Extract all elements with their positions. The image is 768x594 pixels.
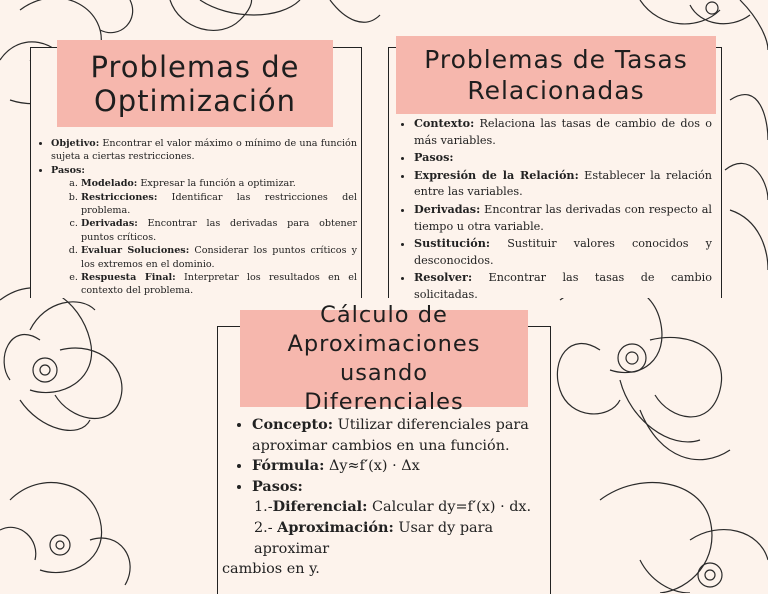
flower-bottom-right-corner (600, 483, 768, 593)
optimization-step: b. Restricciones: Identificar las restricciones del problema. (81, 191, 357, 218)
differentials-concept: • Concepto: Utilizar diferenciales para aproximar cambios en una función. (252, 415, 544, 456)
related-rates-content (400, 115, 712, 304)
optimization-title (57, 40, 333, 127)
optimization-step: d. Evaluar Soluciones: Considerar los puntos críticos y los extremos en el dominio. (81, 244, 357, 271)
related-rates-item: • Pasos: (414, 149, 712, 167)
flower-left-middle (0, 288, 122, 431)
flower-right-bottom (557, 283, 730, 460)
related-rates-item: • Derivadas: Encontrar las derivadas con respecto al tiempo u otra variable. (414, 201, 712, 235)
optimization-step: c. Derivadas: Encontrar las derivadas para obtener puntos críticos. (81, 217, 357, 244)
differentials-content (222, 415, 544, 580)
differentials-step-2-continued: cambios en y. (222, 561, 320, 578)
flower-top-center (170, 0, 380, 30)
optimization-title-line2: Optimización (93, 83, 297, 118)
related-rates-item: • Sustitución: Sustituir valores conocidos y desconocidos. (414, 235, 712, 269)
optimization-step: e. Respuesta Final: Interpretar los resultados en el contexto del problema. (81, 271, 357, 298)
related-rates-item: • Expresión de la Relación: Establecer la relación entre las variables. (414, 167, 712, 201)
optimization-content (37, 137, 357, 298)
flower-left-bottom (0, 483, 130, 585)
optimization-steps: • Pasos: a. Modelado: Expresar la función a optimizar. b. Restricciones: Identificar las restricciones del problema. c. Derivadas: Encontrar las derivadas para obtener puntos críticos. d. Evaluar Soluciones: Considerar los puntos críticos y los extremos en el dominio. e. Respuesta Final: Interpretar los resultados en el contexto del problema. (51, 164, 357, 298)
related-rates-title (396, 36, 716, 114)
differentials-step-2: 2.- Aproximación: Usar dy para aproximar (254, 518, 494, 557)
differentials-title-line1: Cálculo de (320, 301, 448, 328)
differentials-title-line2: Aproximaciones usando (287, 330, 481, 386)
differentials-title-line3: Diferenciales (304, 388, 464, 415)
differentials-step-1: 1.-Diferencial: Calcular dy=f′(x) · dx. (254, 498, 532, 516)
related-rates-item: • Resolver: Encontrar las tasas de cambio solicitadas. (414, 269, 712, 303)
differentials-steps: • Pasos: (252, 477, 544, 498)
related-rates-title-line1: Problemas de Tasas (424, 45, 688, 74)
related-rates-title-line2: Relacionadas (467, 76, 645, 105)
optimization-title-line1: Problemas de (90, 49, 300, 84)
differentials-formula: • Fórmula: Δy≈f′(x) · Δx (252, 456, 544, 477)
related-rates-item: • Contexto: Relaciona las tasas de cambio de dos o más variables. (414, 115, 712, 149)
optimization-step: a. Modelado: Expresar la función a optimizar. (81, 177, 357, 190)
differentials-title (240, 301, 528, 415)
optimization-objective: • Objetivo: Encontrar el valor máximo o mínimo de una función sujeta a ciertas restricciones. (51, 137, 357, 164)
flower-right-middle (725, 95, 768, 270)
